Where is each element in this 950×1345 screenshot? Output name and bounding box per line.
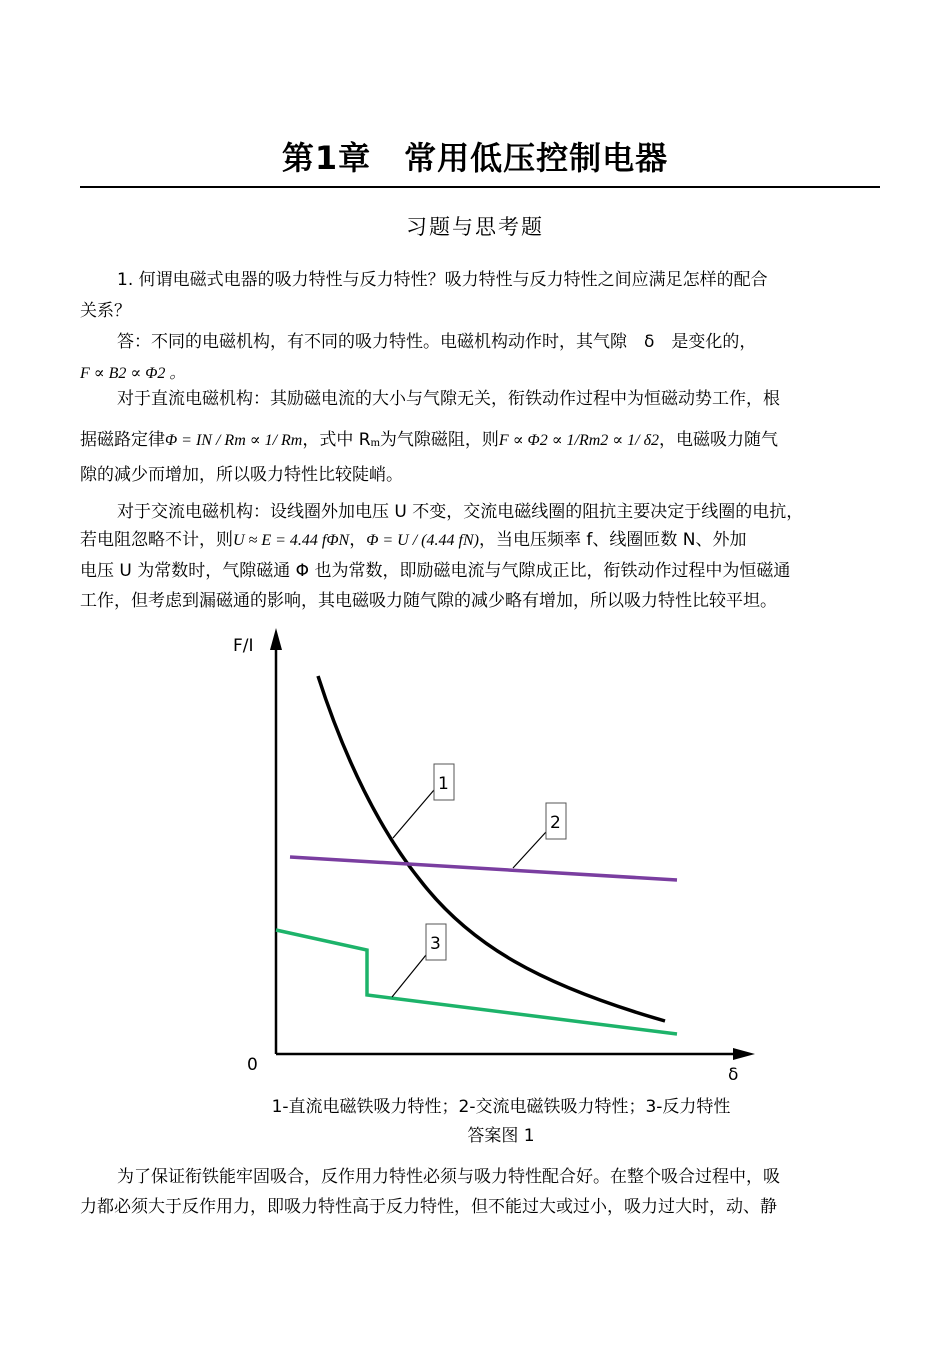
dc-text-5: ，电磁吸力随气 (659, 430, 779, 450)
final-paragraph-line-2 (80, 1192, 873, 1223)
label-1-leader (393, 790, 434, 838)
curve-3-reaction-force (276, 930, 677, 1034)
final-text-1: 为了保证衔铁能牢固吸合，反作用力特性必须与吸力特性配合好。在整个吸合过程中，吸 (117, 1167, 780, 1187)
ac-text-5: 电压 U 为常数时，气隙磁通 Φ 也为常数，即励磁电流与气隙成正比，衔铁动作过程中为恒磁通 (80, 561, 791, 581)
ac-text-2: 若电阻忽略不计，则 (80, 530, 233, 550)
rm-subscript: m (370, 435, 380, 449)
chapter-title: 第1章 常用低压控制电器 (281, 139, 669, 177)
y-axis-arrow (270, 628, 282, 650)
figure-caption: 答案图 1 (467, 1126, 535, 1146)
curve-2-ac-attraction (290, 857, 677, 880)
dc-text-4: 为气隙磁阻，则 (379, 430, 499, 450)
curve-1-dc-attraction (318, 676, 665, 1021)
section-title: 习题与思考题 (406, 215, 544, 239)
dc-text-3: ，式中 R (302, 430, 371, 450)
dc-text-2: 据磁路定律 (80, 430, 165, 450)
ac-flux-formula: Φ = U / (4.44 fN) (366, 532, 479, 549)
ac-text-4: ，当电压频率 f、线圈匝数 N、外加 (478, 530, 747, 550)
dc-text-1: 对于直流电磁机构：其励磁电流的大小与气隙无关，衔铁动作过程中为恒磁动势工作，根 (117, 389, 780, 409)
curve-label-3: 3 (430, 934, 441, 954)
final-paragraph-line-1 (80, 1162, 873, 1193)
origin-label: 0 (247, 1055, 258, 1075)
dc-force-formula: F ∝ Φ2 ∝ 1/Rm2 ∝ 1/ δ2 (498, 432, 660, 449)
question-1-line-1: 1. 何谓电磁式电器的吸力特性与反力特性？吸力特性与反力特性之间应满足怎样的配合 (117, 270, 768, 290)
dc-flux-formula: Φ = IN / Rm ∝ 1/ Rm (165, 432, 303, 449)
ac-text-3: ， (349, 530, 367, 550)
ac-text-6: 工作，但考虑到漏磁通的影响，其电磁吸力随气隙的减少略有增加，所以吸力特性比较平坦。 (80, 591, 777, 611)
label-2-leader (513, 832, 546, 868)
dc-text-6: 隙的减少而增加，所以吸力特性比较陡峭。 (80, 465, 403, 485)
answer-intro-text: 答：不同的电磁机构，有不同的吸力特性。电磁机构动作时，其气隙 δ 是变化的， (117, 332, 757, 352)
ac-text-1: 对于交流电磁机构：设线圈外加电压 U 不变，交流电磁线圈的阻抗主要决定于线圈的电抗， (117, 502, 804, 522)
question-1-line-2: 关系？ (80, 301, 131, 321)
label-3-leader (392, 955, 426, 997)
x-axis-arrow (733, 1048, 755, 1060)
y-axis-label: F/I (233, 636, 254, 656)
figure-legend-caption: 1-直流电磁铁吸力特性；2-交流电磁铁吸力特性；3-反力特性 (271, 1097, 731, 1117)
x-axis-label: δ (728, 1065, 739, 1085)
curve-label-2: 2 (550, 813, 561, 833)
force-proportional-formula: F ∝ B2 ∝ Φ2 。 (80, 365, 186, 382)
final-text-2: 力都必须大于反作用力，即吸力特性高于反力特性，但不能过大或过小，吸力过大时，动、静 (80, 1197, 777, 1217)
ac-voltage-formula: U ≈ E = 4.44 fΦN (233, 532, 350, 549)
curve-label-1: 1 (438, 774, 449, 794)
